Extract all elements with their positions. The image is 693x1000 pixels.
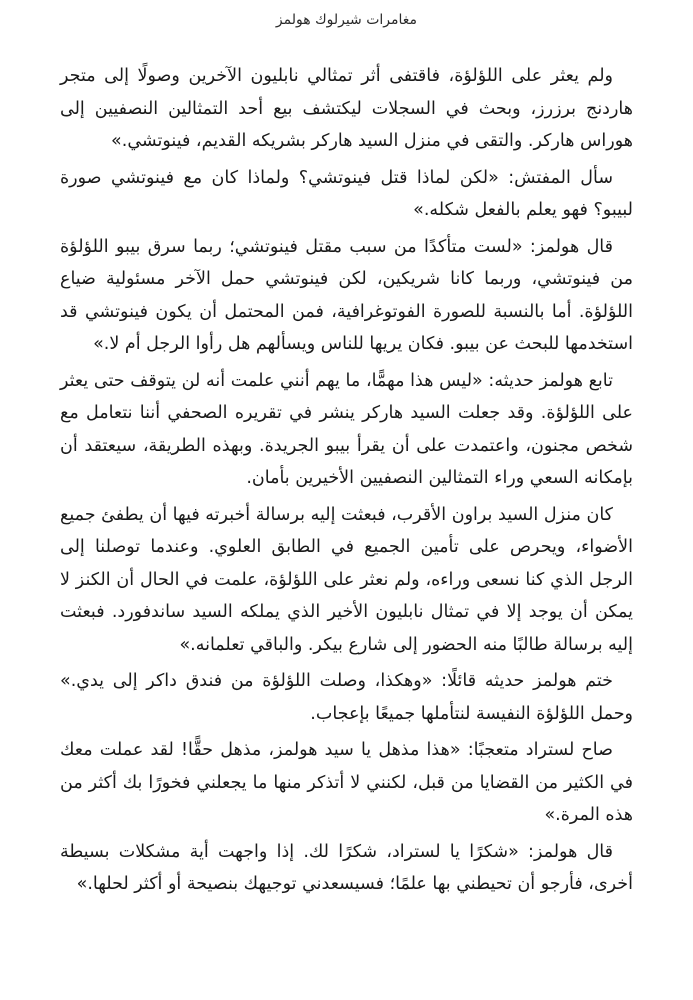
paragraph: قال هولمز: «شكرًا يا لستراد، شكرًا لك. إذا واجهت أية مشكلات بسيطة أخرى، فأرجو أن تحيطني بها علمًا؛ فسيسعدني توجيهك بنصيحة أو أكثر لحلها.» (60, 841, 633, 894)
paragraph: صاح لستراد متعجبًا: «هذا مذهل يا سيد هولمز، مذهل حقًّا! لقد عملت معك في الكثير من القضايا من قبل، لكنني لا أتذكر منها ما يجعلني فخورًا بك أكثر من هذه المرة.» (60, 740, 633, 825)
paragraph: ولم يعثر على اللؤلؤة، فاقتفى أثر تمثالي نابليون الآخرين وصولًا إلى متجر هاردنج برزرز، وبحث في السجلات ليكتشف بيع أحد التمثالين النصفيين إلى هوراس هاركر. والتقى في منزل السيد هاركر بشريكه القديم، فينوتشي.» (60, 66, 633, 151)
paragraph: كان منزل السيد براون الأقرب، فبعثت إليه برسالة أخبرته فيها أن يطفئ جميع الأضواء، ويحرص على تأمين الجميع في الطابق العلوي. وعندما توصلنا إلى الرجل الذي كنا نسعى وراءه، ولم نعثر على اللؤلؤة، علمت في الحال أن الكنز لا يمكن أن يوجد إلا في تمثال نابليون الأخير الذي يملكه السيد ساندفورد. فبعثت إليه برسالة طالبًا منه الحضور إلى شارع بيكر. والباقي تعلمانه.» (60, 504, 633, 655)
running-header-title: مغامرات شيرلوك هولمز (275, 12, 418, 28)
body-text (60, 60, 633, 905)
paragraph: تابع هولمز حديثه: «ليس هذا مهمًّا، ما يهم أنني علمت أنه لن يتوقف حتى يعثر على اللؤلؤة. وقد جعلت السيد هاركر ينشر في تقريره الصحفي أننا نتعامل مع شخص مجنون، واعتمدت على أن يقرأ بيبو الجريدة. وبهذه الطريقة، سيعتقد أن بإمكانه السعي وراء التمثالين النصفيين الأخيرين بأمان. (60, 370, 633, 488)
paragraph: ختم هولمز حديثه قائلًا: «وهكذا، وصلت اللؤلؤة من فندق داكر إلى يدي.» وحمل اللؤلؤة النفيسة لنتأملها جميعًا بإعجاب. (60, 671, 633, 724)
paragraph: قال هولمز: «لست متأكدًا من سبب مقتل فينوتشي؛ ربما سرق بيبو اللؤلؤة من فينوتشي، وربما كانا شريكين، لكن فينوتشي حمل الآخر مسئولية ضياع اللؤلؤة. أما بالنسبة للصورة الفوتوغرافية، فمن المحتمل أن يكون فينوتشي قد استخدمها للبحث عن بيبو. فكان يريها للناس ويسألهم هل رأوا الرجل أم لا.» (60, 236, 633, 354)
paragraph: سأل المفتش: «لكن لماذا قتل فينوتشي؟ ولماذا كان مع فينوتشي صورة لبيبو؟ فهو يعلم بالفعل شكله.» (60, 167, 633, 220)
